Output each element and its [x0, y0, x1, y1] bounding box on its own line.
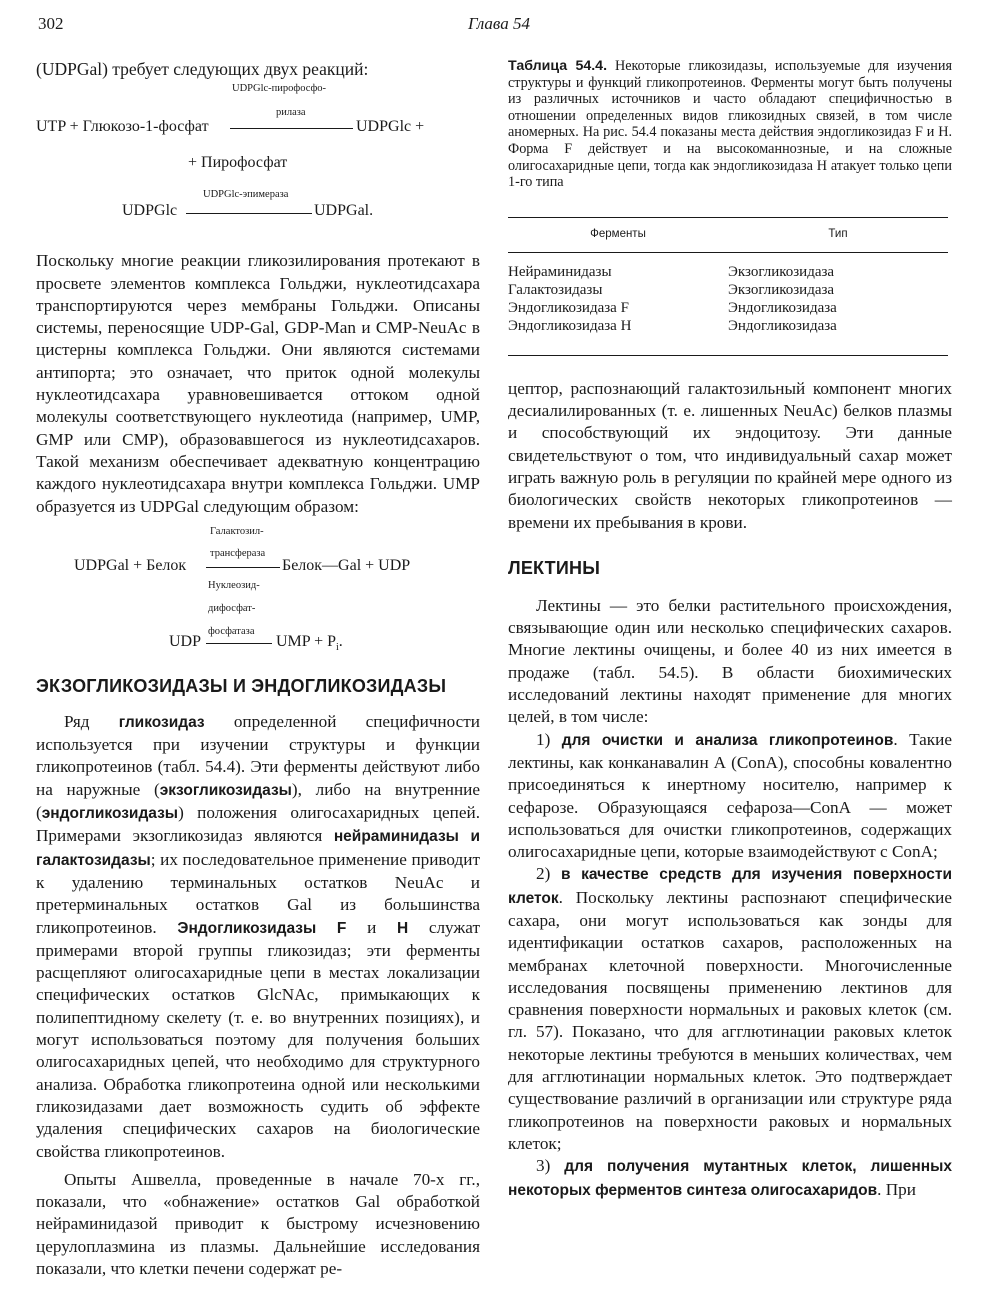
list-item: 1) для очистки и анализа гликопротеинов. Такие лектины, как конканавалин А (ConA), способны ковалентно присоединяться к инертному носителю, например к сефарозе. Образующаяся сефароза—ConA — может использоваться для очистки гликопротеинов, содержащих олигосахаридные цепи, которые взаимодействуют с ConA;: [508, 729, 952, 862]
reaction-arrow: [186, 213, 312, 214]
paragraph-golgi-transport: Поскольку многие реакции гликозилирования протекают в просвете элементов комплекса Гольджи, нуклеотидсахара транспортируются через мембраны Гольджи. Описаны системы, переносящие UDP-Gal, GDP-Man и CMP-NeuAc в цистерны комплекса Гольджи. Они являются системами антипорта; это означает, что приток одной молекулы нуклеотидсахара уравновешивается оттоком одной молекулы соответствующего нуклеотида (например, UMP, GMP или CMP), образовавшегося из нуклеотидсахаров. Такой механизм обеспечивает адекватную концентрацию каждого нуклеотидсахара внутри комплекса Гольджи. UMP образуется из UDPGal следующим образом:: [36, 251, 480, 516]
page-number: 302: [38, 14, 64, 33]
reaction-substrates: UDPGal + Белок: [74, 556, 187, 574]
paragraph-receptor: цептор, распознающий галактозильный компонент многих десиалилированных (т. е. лишенных NeuAc) белков плазмы и способствующий их эндоцитозу. Эти данные свидетельствуют о том, что индивидуальный сахар может играть важную роль в регуляции по крайней мере одного из биологических свойств некоторых гликопротеинов — времени их пребывания в крови.: [508, 378, 952, 532]
enzyme-label: UDPGlc-эпимераза: [203, 189, 289, 201]
reaction-product: UDPGal.: [314, 202, 374, 220]
right-column: [508, 58, 952, 1202]
reaction-products: UMP + $P_i$.: [276, 632, 343, 654]
reaction-products: Белок—Gal + UDP: [282, 556, 411, 574]
enzyme-label: UDPGlc-пирофосфо-: [232, 83, 327, 95]
reaction-substrate: UDP: [169, 632, 202, 650]
reaction-arrow: [230, 128, 353, 129]
paragraph-glycosidases: Ряд гликозидаз определенной специфичности используется при изучении структуры и функции гликопротеинов (табл. 54.4). Эти ферменты действуют либо на наружные (экзогликозидазы), либо на внутренние (эндогликозидазы) положения олигосахаридных цепей. Примерами экзогликозидаз являются нейраминидазы и галактозидазы; их последовательное применение приводит к удалению терминальных остатков NeuAc и претерминальных остатков Gal из большинства гликопротеинов. Эндогликозидазы F и H служат примерами второй группы гликозидаз; эти ферменты расщепляют олигосахаридные цепи в местах локализации специфических остатков GlcNAc, примыкающих к полипептидному скелету (т. е. во внутренних позициях), и могут использоваться поэтому для получения больших олигосахаридных цепей, что необходимо для структурного анализа. Обработка гликопротеина одной или несколькими гликозидазами дает возможность судить об эффекте удаления специфических сахаров на биологические свойства гликопротеинов.: [36, 711, 480, 1161]
paragraph-ashwell: Опыты Ашвелла, проведенные в начале 70-х гг., показали, что «обнажение» остатков Gal обработкой нейраминидазой приводит к быстрому исчезновению церулоплазмина из плазмы. Дальнейшие исследования показали, что клетки печени содержат ре-: [36, 1169, 480, 1278]
reaction-epimerase: [36, 182, 480, 228]
reaction-arrow: [206, 643, 272, 644]
reaction-udpglc-synthesis: [36, 80, 480, 152]
section-heading-glycosidases: ЭКЗОГЛИКОЗИДАЗЫ И ЭНДОГЛИКОЗИДАЗЫ: [36, 675, 447, 696]
reaction-coproduct: + Пирофосфат: [188, 154, 288, 172]
enzyme-label: Нуклеозид-: [208, 579, 260, 591]
intro-line: (UDPGal) требует следующих двух реакций:: [36, 59, 369, 79]
glycosidase-table: [508, 217, 948, 356]
section-heading-lectins: ЛЕКТИНЫ: [508, 557, 601, 578]
enzyme-label: фосфатаза: [208, 625, 255, 637]
reaction-substrates: UTP + Глюкозо-1-фосфат: [36, 118, 209, 136]
table-row: Эндогликозидаза Н Эндогликозидаза: [508, 317, 837, 334]
reaction-ump-formation: [36, 518, 480, 654]
reaction-arrow: [206, 567, 280, 568]
table-header-type: Тип: [828, 227, 848, 240]
running-head: Глава 54: [468, 14, 530, 33]
enzyme-label: дифосфат-: [208, 602, 256, 614]
table-caption-label: Таблица 54.4.: [508, 58, 608, 74]
table-header-row: [508, 218, 948, 252]
reaction-product: UDPGlc +: [356, 118, 425, 136]
table-row: Галактозидазы Экзогликозидаза: [508, 281, 835, 298]
left-column: [36, 58, 480, 1280]
table-row: Эндогликозидаза F Эндогликозидаза: [508, 299, 837, 316]
table-row: Нейраминидазы Экзогликозидаза: [508, 263, 835, 280]
enzyme-label: Галактозил-: [210, 525, 264, 537]
enzyme-label: трансфераза: [210, 547, 266, 559]
list-item: 2) в качестве средств для изучения поверхности клеток. Поскольку лектины распознают специфические сахара, они могут использоваться как зонды для идентификации остатков сахаров, расположенных на мембранах клеточной поверхности. Многочисленные исследования посвящены применению лектинов для сравнения поверхности нормальных и раковых клеток (см. гл. 57). Показано, что для агглютинации раковых клеток некоторые лектины требуются в меньших количествах, чем для агглютинации нормальных клеток. Это подтверждает существование различий в организации или структуре ряда гликопротеинов на поверхности раковых и нормальных клеток;: [508, 864, 952, 1153]
paragraph-lectins: Лектины — это белки растительного происхождения, связывающие один или несколько специфических сахаров. Многие лектины очищены, и более 40 из них имеется в продаже (табл. 54.5). В области биохимических исследований лектины находят применение для многих целей, в том числе:: [508, 595, 952, 727]
table-header-enzymes: Ферменты: [590, 227, 646, 240]
reaction-substrate: UDPGlc: [122, 202, 178, 220]
enzyme-label: рилаза: [276, 107, 306, 119]
table-caption: Таблица 54.4. Некоторые гликозидазы, используемые для изучения структуры и функций гликопротеинов. Ферменты могут быть получены из различных источников и часто обладают специфичностью в отношении определенных видов гликозидных связей, в том числе аномерных. На рис. 54.4 показаны места действия эндогликозидаз F и Н. Форма F действует и на высокоманнозные, и на сложные олигосахаридные цепи, тогда как эндогликозидаза Н атакует только цепи 1-го типа: [508, 58, 952, 191]
list-item: 3) для получения мутантных клеток, лишенных некоторых ферментов синтеза олигосахаридов. При: [508, 1156, 952, 1199]
